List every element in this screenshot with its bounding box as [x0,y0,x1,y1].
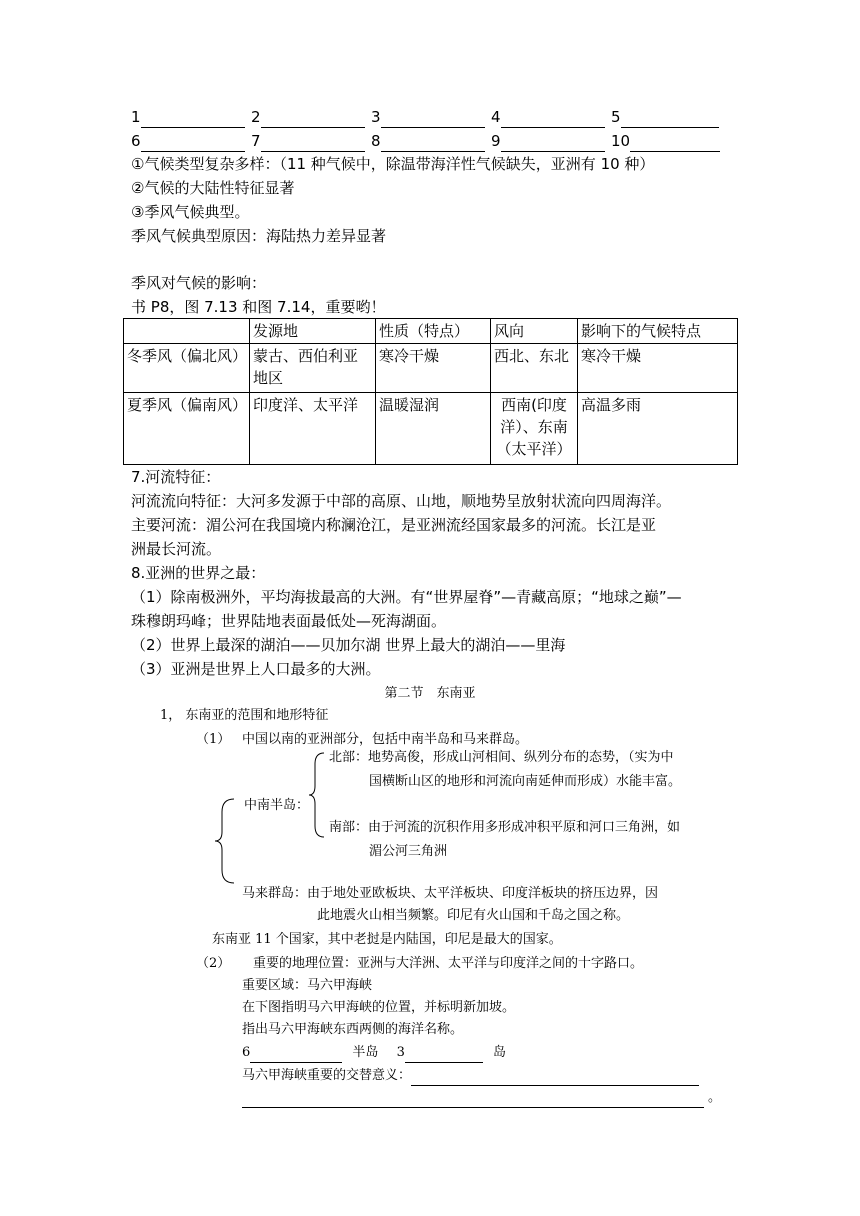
table-header-row [124,319,738,344]
blank-number: 6 [131,132,141,150]
significance-blank[interactable] [411,1071,699,1086]
table-row [124,393,738,465]
climate-point-2: ②气候的大陆性特征显著 [131,179,295,197]
malay-line-1: 马来群岛：由于地处亚欧板块、太平洋板块、印度洋板块的挤压边界，因 [242,886,659,901]
north-line-2: 国横断山区的地形和河流向南延伸而形成）水能丰富。 [369,774,682,789]
blank-number: 3 [396,1045,405,1060]
south-line-2: 湄公河三角洲 [369,844,448,859]
blank-number: 8 [371,132,381,150]
rivers-main-line2: 洲最长河流。 [131,540,222,558]
blank-number: 6 [242,1045,251,1060]
table-cell: 高温多雨 [578,393,738,465]
table-cell: 西南(印度洋）、东南（太平洋） [491,393,578,465]
answer-blank[interactable] [261,136,365,152]
peninsula-word: 半岛 [352,1045,379,1060]
climate-point-3: ③季风气候典型。 [131,203,250,221]
book-reference: 书 P8，图 7.13 和图 7.14，重要哟！ [131,298,386,316]
blank-row-1 [131,106,728,128]
section-title: 第二节 东南亚 [384,686,476,701]
table-cell: 夏季风（偏南风） [124,393,250,465]
task-2: 指出马六甲海峡东西两侧的海洋名称。 [242,1022,464,1037]
blank-number: 3 [371,108,381,126]
answer-line-6-3 [242,1043,506,1063]
significance-blank-2[interactable] [242,1093,704,1108]
records-heading: 8.亚洲的世界之最： [131,564,266,582]
rivers-main-line1: 主要河流：湄公河在我国境内称澜沧江，是亚洲流经国家最多的河流。长江是亚 [131,516,657,534]
blank-number: 10 [611,132,631,150]
climate-point-1: ①气候类型复杂多样：（11 种气候中，除温带海洋性气候缺失，亚洲有 10 种） [131,155,655,173]
table-row [124,344,738,393]
table-header: 影响下的气候特点 [578,319,738,344]
answer-blank[interactable] [141,112,245,128]
answer-blank[interactable] [501,136,605,152]
countries-note: 东南亚 11 个国家，其中老挝是内陆国，印尼是最大的国家。 [212,932,562,947]
table-cell: 西北、东北 [491,344,578,393]
important-area: 重要区域：马六甲海峡 [242,978,373,993]
blank-number: 1 [131,108,141,126]
blank-number: 2 [251,108,261,126]
answer-blank[interactable] [621,112,719,128]
monsoon-table [123,318,738,465]
record-item-1-line2: 珠穆朗玛峰；世界陆地表面最低处—死海湖面。 [131,612,447,630]
table-header: 发源地 [250,319,376,344]
answer-blank[interactable] [630,136,720,152]
island-word: 岛 [493,1045,507,1060]
para-1-text: 中国以南的亚洲部分，包括中南半岛和马来群岛。 [242,732,529,747]
blank-number: 7 [251,132,261,150]
significance-label: 马六甲海峡重要的交替意义： [242,1068,412,1083]
table-cell: 蒙古、西伯利亚地区 [250,344,376,393]
table-cell: 温暖湿润 [376,393,491,465]
para-2-text: 重要的地理位置：亚洲与大洋洲、太平洋与印度洋之间的十字路口。 [253,956,644,971]
blank-number: 4 [491,108,501,126]
rivers-flow: 河流流向特征：大河多发源于中部的高原、山地，顺地势呈放射状流向四周海洋。 [131,492,672,510]
answer-blank[interactable] [381,136,485,152]
south-line-1: 南部：由于河流的沉积作用多形成冲积平原和河口三角洲，如 [329,820,681,835]
answer-blank[interactable] [261,112,365,128]
monsoon-influence: 季风对气候的影响： [131,274,267,292]
table-cell: 印度洋、太平洋 [250,393,376,465]
significance-line-2 [242,1088,721,1108]
north-line-1: 北部：地势高俊，形成山河相间、纵列分布的态势，（实为中 [329,750,674,765]
table-header: 性质（特点） [376,319,491,344]
malay-line-2: 此地震火山相当频繁。印尼有火山国和千岛之国之称。 [317,908,630,923]
answer-blank[interactable] [141,136,245,152]
left-brace-icon [214,798,238,884]
table-header [124,319,250,344]
record-item-2: （2）世界上最深的湖泊——贝加尔湖 世界上最大的湖泊——里海 [131,636,566,654]
table-header: 风向 [491,319,578,344]
record-item-3: （3）亚洲是世界上人口最多的大洲。 [131,660,381,678]
para-1-number: （1） [196,732,231,747]
record-item-1-line1: （1）除南极洲外，平均海拔最高的大洲。有“世界屋脊”—青藏高原；“地球之巅”— [131,588,682,606]
blank-number: 5 [611,108,621,126]
blank-row-2 [131,130,728,152]
task-1: 在下图指明马六甲海峡的位置，并标明新加坡。 [242,1000,516,1015]
end-mark: 。 [708,1090,722,1105]
island-blank[interactable] [405,1048,483,1063]
peninsula-label: 中南半岛： [244,798,310,813]
significance-line [242,1066,699,1086]
monsoon-reason: 季风气候典型原因：海陆热力差异显著 [131,227,387,245]
peninsula-blank[interactable] [250,1048,342,1063]
table-cell: 寒冷干燥 [578,344,738,393]
table-cell: 冬季风（偏北风） [124,344,250,393]
answer-blank[interactable] [381,112,485,128]
blank-number: 9 [491,132,501,150]
section-sub-1: 1， 东南亚的范围和地形特征 [160,708,329,723]
small-brace-icon [308,752,328,838]
rivers-heading: 7.河流特征： [131,468,221,486]
answer-blank[interactable] [501,112,605,128]
table-cell: 寒冷干燥 [376,344,491,393]
para-2-number: （2） [196,956,231,971]
